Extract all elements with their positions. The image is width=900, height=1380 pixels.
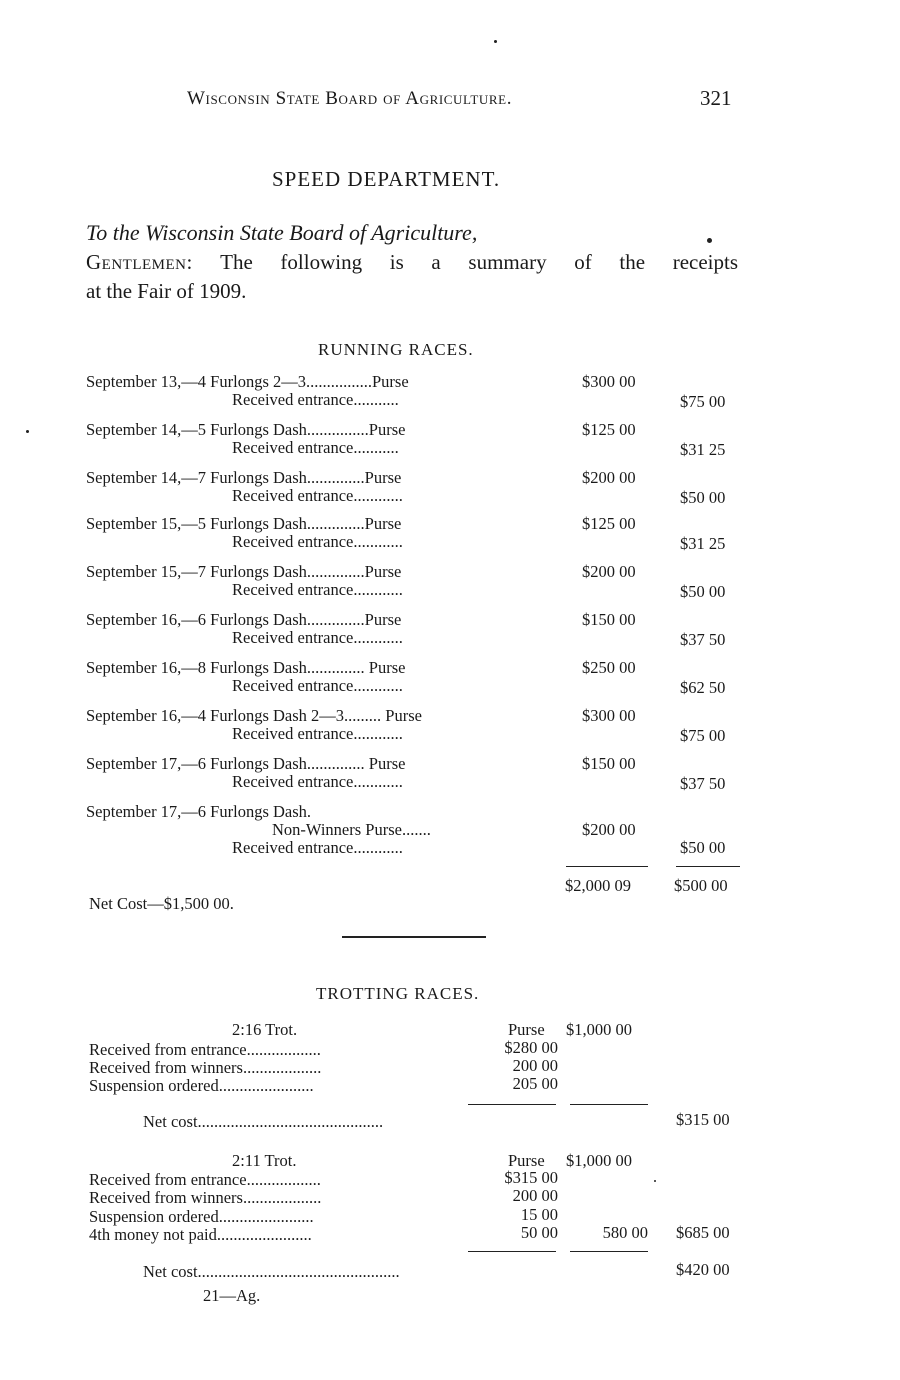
race-entrance-label: Received entrance............ xyxy=(232,486,403,505)
purse-label: Purse xyxy=(508,1020,545,1039)
race-entry xyxy=(86,372,746,416)
race-entry xyxy=(86,514,746,558)
race-purse: $300 00 xyxy=(582,372,636,391)
trot-item-amount: $315 00 xyxy=(504,1168,558,1187)
race-entrance-amount: $75 00 xyxy=(680,726,726,745)
race-entry xyxy=(86,468,746,512)
intro-lead: Gentlemen: xyxy=(86,250,193,274)
race-entrance-label: Received entrance............ xyxy=(232,772,403,791)
running-net-cost: Net Cost—$1,500 00. xyxy=(89,894,234,913)
intro-line-2: at the Fair of 1909. xyxy=(86,279,247,303)
intro-line-1 xyxy=(86,250,738,275)
race-entrance-amount: $37 50 xyxy=(680,630,726,649)
trot-title: 2:16 Trot. xyxy=(232,1020,298,1039)
race-entrance-amount: $75 00 xyxy=(680,392,726,411)
trot-item-amount: 200 00 xyxy=(512,1186,558,1205)
race-entrance-amount: $37 50 xyxy=(680,774,726,793)
race-purse: $125 00 xyxy=(582,420,636,439)
race-description: September 16,—8 Furlongs Dash.............. Purse xyxy=(86,658,406,677)
section-divider xyxy=(342,936,486,938)
subtotal-rule xyxy=(468,1251,556,1252)
race-description: September 16,—4 Furlongs Dash 2—3......... Purse xyxy=(86,706,422,725)
race-description: September 15,—7 Furlongs Dash..............Purse xyxy=(86,562,402,581)
race-entrance-label: Received entrance........... xyxy=(232,438,399,457)
trot-item-label: Received from winners................... xyxy=(89,1058,322,1077)
print-speck xyxy=(654,1180,656,1182)
race-purse: $150 00 xyxy=(582,754,636,773)
race-entrance-label: Received entrance............ xyxy=(232,724,403,743)
trot-item-label: Suspension ordered....................... xyxy=(89,1207,314,1226)
race-description: September 14,—7 Furlongs Dash..............Purse xyxy=(86,468,402,487)
nonwinners-purse-label: Non-Winners Purse....... xyxy=(272,820,431,839)
race-purse: $150 00 xyxy=(582,610,636,629)
race-entry xyxy=(86,658,746,702)
race-description: September 13,—4 Furlongs 2—3................Purse xyxy=(86,372,409,391)
print-speck xyxy=(707,238,712,243)
race-entrance-label: Received entrance............ xyxy=(232,580,403,599)
trot-title: 2:11 Trot. xyxy=(232,1151,297,1170)
race-purse: $200 00 xyxy=(582,468,636,487)
race-entrance-label: Received entrance............ xyxy=(232,838,403,857)
purse-amount: $1,000 00 xyxy=(566,1020,632,1039)
race-description: September 17,—6 Furlongs Dash.............. Purse xyxy=(86,754,406,773)
trot-item-label: Received from winners................... xyxy=(89,1188,322,1207)
net-cost-amount: $420 00 xyxy=(676,1260,730,1279)
purse-amount: $1,000 00 xyxy=(566,1151,632,1170)
net-cost-label: Net cost............................................. xyxy=(143,1112,384,1131)
section-title: SPEED DEPARTMENT. xyxy=(272,167,501,191)
page-number: 321 xyxy=(700,86,732,110)
print-speck xyxy=(26,430,29,433)
race-entrance-label: Received entrance............ xyxy=(232,532,403,551)
trot-item-label: Received from entrance.................. xyxy=(89,1040,321,1059)
trot-item-amount: 205 00 xyxy=(512,1074,558,1093)
total-entrance: $500 00 xyxy=(674,876,728,895)
running-header-title: Wisconsin State Board of Agriculture. xyxy=(187,88,513,109)
trot-item-amount: $280 00 xyxy=(504,1038,558,1057)
subtotal-rule xyxy=(468,1104,556,1105)
race-entrance-amount: $31 25 xyxy=(680,534,726,553)
total-rule xyxy=(566,866,648,867)
race-entry xyxy=(86,706,746,750)
purse-label: Purse xyxy=(508,1151,545,1170)
total-rule xyxy=(676,866,740,867)
race-entrance-label: Received entrance............ xyxy=(232,676,403,695)
net-cost-label: Net cost................................................. xyxy=(143,1262,400,1281)
race-description: September 16,—6 Furlongs Dash..............Purse xyxy=(86,610,402,629)
trot-subtotal: 580 00 xyxy=(602,1223,648,1242)
race-purse: $250 00 xyxy=(582,658,636,677)
salutation: To the Wisconsin State Board of Agriculture, xyxy=(86,220,478,245)
running-races-heading: RUNNING RACES. xyxy=(318,340,474,359)
race-entrance-amount: $50 00 xyxy=(680,838,726,857)
net-cost-amount: $315 00 xyxy=(676,1110,730,1129)
race-entrance-amount: $62 50 xyxy=(680,678,726,697)
race-entry xyxy=(86,610,746,654)
trot-item-label: Suspension ordered....................... xyxy=(89,1076,314,1095)
trot-item-amount: 15 00 xyxy=(520,1205,558,1224)
race-entry xyxy=(86,754,746,798)
race-purse: $300 00 xyxy=(582,706,636,725)
subtotal-rule xyxy=(570,1104,648,1105)
trot-item-amount: 50 00 xyxy=(520,1223,558,1242)
signature-mark: 21—Ag. xyxy=(203,1286,261,1305)
race-entry-nonwinners xyxy=(86,802,746,862)
trot-item-label: 4th money not paid....................... xyxy=(89,1225,312,1244)
trot-right-total: $685 00 xyxy=(676,1223,730,1242)
trot-item-amount: 200 00 xyxy=(512,1056,558,1075)
intro-text: The following is a summary of the receipts xyxy=(220,250,738,274)
race-entry xyxy=(86,562,746,606)
race-description: September 17,—6 Furlongs Dash. xyxy=(86,802,312,821)
race-description: September 14,—5 Furlongs Dash...............Purse xyxy=(86,420,406,439)
race-entry xyxy=(86,420,746,464)
print-speck xyxy=(494,40,497,43)
race-entrance-amount: $31 25 xyxy=(680,440,726,459)
race-entrance-amount: $50 00 xyxy=(680,488,726,507)
race-description: September 15,—5 Furlongs Dash..............Purse xyxy=(86,514,402,533)
race-entrance-amount: $50 00 xyxy=(680,582,726,601)
race-entrance-label: Received entrance............ xyxy=(232,628,403,647)
race-purse: $200 00 xyxy=(582,820,636,839)
trot-item-label: Received from entrance.................. xyxy=(89,1170,321,1189)
race-purse: $200 00 xyxy=(582,562,636,581)
subtotal-rule xyxy=(570,1251,648,1252)
race-entrance-label: Received entrance........... xyxy=(232,390,399,409)
total-purse: $2,000 09 xyxy=(565,876,631,895)
race-purse: $125 00 xyxy=(582,514,636,533)
trotting-races-heading: TROTTING RACES. xyxy=(316,984,480,1003)
